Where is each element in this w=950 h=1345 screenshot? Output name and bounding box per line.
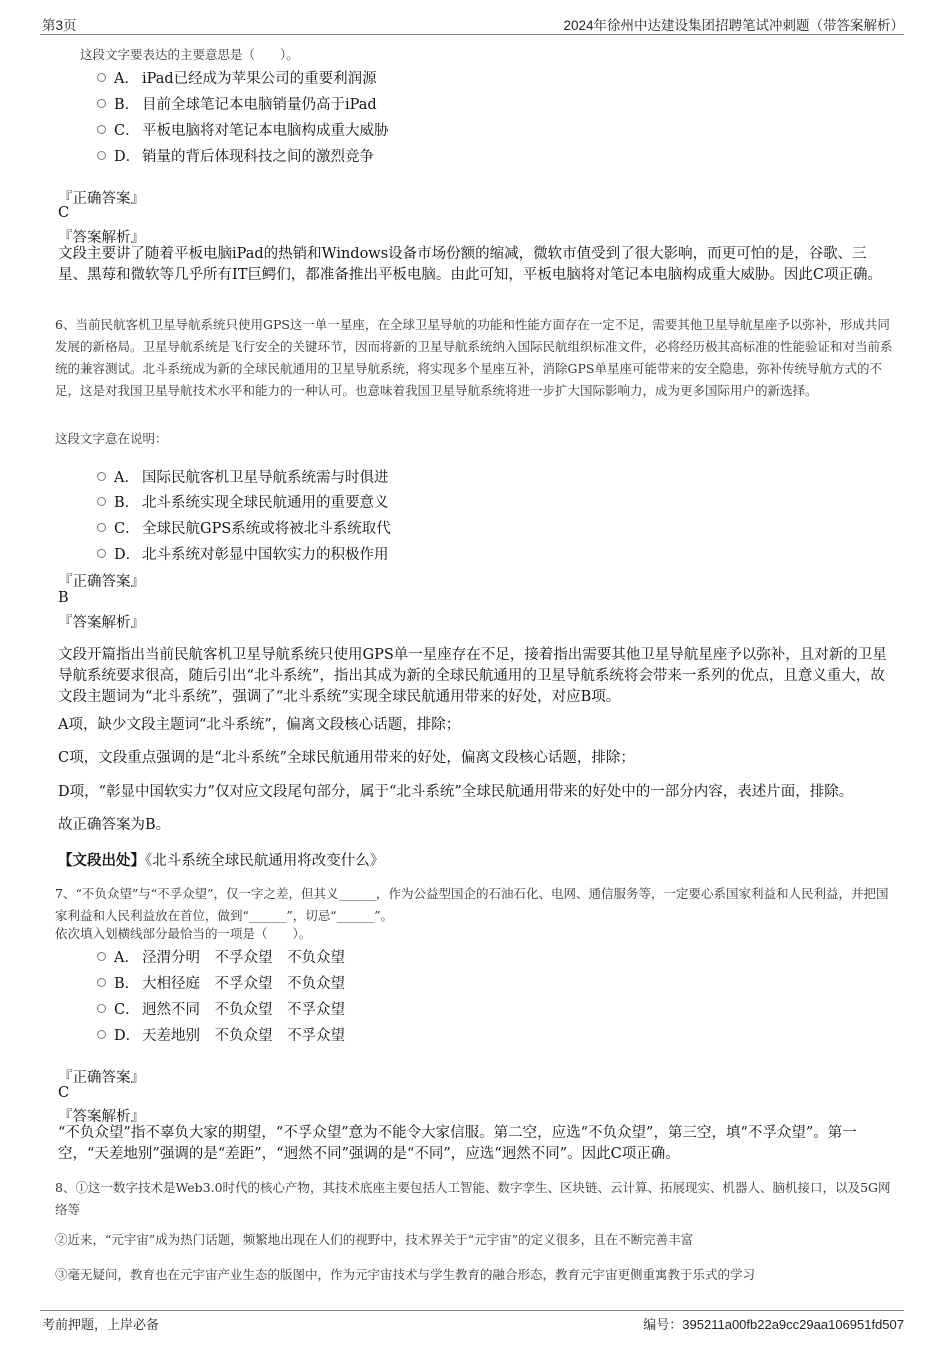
q7-analysis: “不负众望”指不辜负大家的期望，“不孚众望”意为不能令大家信服。第二空，应选“不负众望”，第三空，填“不孚众望”。第一空，“天差地别”强调的是“差距”，“迥然不同”强调的是“不同”，应选“迥然不同”。因此C项正确。 [58, 1125, 857, 1162]
document-title: 2024年徐州中达建设集团招聘笔试冲刺题（带答案解析） [563, 18, 904, 33]
radio-icon[interactable] [97, 99, 106, 108]
q8-item: ③毫无疑问，教育也在元宇宙产业生态的版图中，作为元宇宙技术与学生教育的融合形态，教育元宇宙更侧重寓教于乐式的学习 [55, 1267, 756, 1282]
q7-passage: 7、“不负众望”与“不孚众望”，仅一字之差，但其义______，作为公益型国企的石油石化、电网、通信服务等，一定要心系国家利益和人民利益，并把国家利益和人民利益放在首位，做到“______”，切忌“______”。 [55, 886, 889, 923]
page-number: 第3页 [42, 18, 77, 33]
q5-analysis: 文段主要讲了随着平板电脑iPad的热销和Windows设备市场份额的缩减，微软市值受到了很大影响，而更可怕的是，谷歌、三星、黑莓和微软等几乎所有IT巨鳄们，都准备推出平板电脑。由此可知，平板电脑将对笔记本电脑构成重大威胁。因此C项正确。 [58, 246, 882, 283]
footer-slogan: 考前押题，上岸必备 [42, 1317, 160, 1332]
q5-analysis-label: 『答案解析』 [58, 230, 145, 246]
q5-option-d[interactable]: D． 销量的背后体现科技之间的激烈竞争 [97, 143, 374, 167]
q8-item: 8、①这一数字技术是Web3.0时代的核心产物，其技术底座主要包括人工智能、数字孪生、区块链、云计算、拓展现实、机器人、脑机接口，以及5G网络等 [55, 1180, 891, 1217]
q5-answer: C [58, 205, 70, 221]
q5-option-c[interactable]: C． 平板电脑将对笔记本电脑构成重大威胁 [97, 117, 389, 141]
radio-icon[interactable] [97, 523, 106, 532]
q6-analysis-paragraph: 故正确答案为B。 [58, 817, 171, 833]
q5-option-b[interactable]: B． 目前全球笔记本电脑销量仍高于iPad [97, 91, 377, 115]
q6-prompt: 这段文字意在说明： [55, 431, 168, 446]
q6-analysis-paragraph: A项，缺少文段主题词“北斗系统”，偏离文段核心话题，排除； [58, 717, 461, 733]
q7-answer-label: 『正确答案』 [58, 1070, 145, 1086]
radio-icon[interactable] [97, 1004, 106, 1013]
q6-option-c[interactable]: C． 全球民航GPS系统或将被北斗系统取代 [97, 515, 391, 539]
q6-analysis-paragraph: 文段开篇指出当前民航客机卫星导航系统只使用GPS单一星座存在不足，接着指出需要其他卫星导航星座予以弥补，且对新的卫星导航系统要求很高，随后引出“北斗系统”，指出其成为新的全球民航通用的卫星导航系统将会带来一系列的优点，且意义重大，故文段主题词为“北斗系统”，强调了“北斗系统”实现全球民航通用带来的好处，对应B项。 [58, 647, 887, 705]
radio-icon[interactable] [97, 952, 106, 961]
radio-icon[interactable] [97, 1030, 106, 1039]
radio-icon[interactable] [97, 472, 106, 481]
q6-analysis-paragraph: D项，“彰显中国软实力”仅对应文段尾句部分，属于“北斗系统”全球民航通用带来的好处中的一部分内容，表述片面，排除。 [58, 784, 854, 800]
q7-option-d[interactable]: D． 天差地别 不负众望 不孚众望 [97, 1022, 345, 1046]
q7-analysis-label: 『答案解析』 [58, 1109, 145, 1125]
radio-icon[interactable] [97, 73, 106, 82]
source-title: 《北斗系统全球民航通用将改变什么》 [145, 853, 385, 869]
page-footer [40, 1310, 904, 1333]
q8-item: ②近来，“元宇宙”成为热门话题，频繁地出现在人们的视野中，技术界关于“元宇宙”的定义很多，且在不断完善丰富 [55, 1232, 694, 1247]
page-header [40, 12, 904, 35]
radio-icon[interactable] [97, 978, 106, 987]
q5-option-a[interactable]: A． iPad已经成为苹果公司的重要利润源 [97, 65, 377, 89]
document-code: 编号：395211a00fb22a9cc29aa106951fd507 [643, 1317, 904, 1332]
q5-answer-label: 『正确答案』 [58, 191, 145, 207]
q6-option-d[interactable]: D． 北斗系统对彰显中国软实力的积极作用 [97, 541, 389, 565]
q5-prompt: 这段文字要表达的主要意思是（ ）。 [80, 47, 299, 62]
q6-analysis-label: 『答案解析』 [58, 615, 145, 631]
q7-prompt: 依次填入划横线部分最恰当的一项是（ ）。 [55, 926, 312, 941]
q6-analysis-paragraph: C项，文段重点强调的是“北斗系统”全球民航通用带来的好处，偏离文段核心话题，排除； [58, 750, 635, 766]
q7-option-b[interactable]: B． 大相径庭 不孚众望 不负众望 [97, 970, 345, 994]
q7-answer: C [58, 1085, 70, 1101]
radio-icon[interactable] [97, 549, 106, 558]
radio-icon[interactable] [97, 151, 106, 160]
radio-icon[interactable] [97, 497, 106, 506]
q6-source [58, 849, 384, 870]
q6-answer-label: 『正确答案』 [58, 574, 145, 590]
radio-icon[interactable] [97, 125, 106, 134]
q6-option-a[interactable]: A． 国际民航客机卫星导航系统需与时俱进 [97, 464, 389, 488]
q7-option-c[interactable]: C． 迥然不同 不负众望 不孚众望 [97, 996, 345, 1020]
q6-answer: B [58, 590, 69, 606]
q6-option-b[interactable]: B． 北斗系统实现全球民航通用的重要意义 [97, 489, 389, 513]
q6-passage: 6、当前民航客机卫星导航系统只使用GPS这一单一星座，在全球卫星导航的功能和性能方面存在一定不足，需要其他卫星导航星座予以弥补，形成共同发展的新格局。卫星导航系统是飞行安全的关键环节，因而将新的卫星导航系统纳入国际民航组织标准文件，必将经历极其高标准的性能验证和对当前系统的兼容测试。北斗系统成为新的全球民航通用的卫星导航系统，将实现多个星座互补，消除GPS单星座可能带来的安全隐患，弥补传统导航方式的不足，这是对我国卫星导航技术水平和能力的一种认可。也意味着我国卫星导航系统将进一步扩大国际影响力，成为更多国际用户的新选择。 [55, 317, 893, 398]
source-label: 【文段出处】 [58, 852, 145, 869]
q7-option-a[interactable]: A． 泾渭分明 不孚众望 不负众望 [97, 944, 345, 968]
